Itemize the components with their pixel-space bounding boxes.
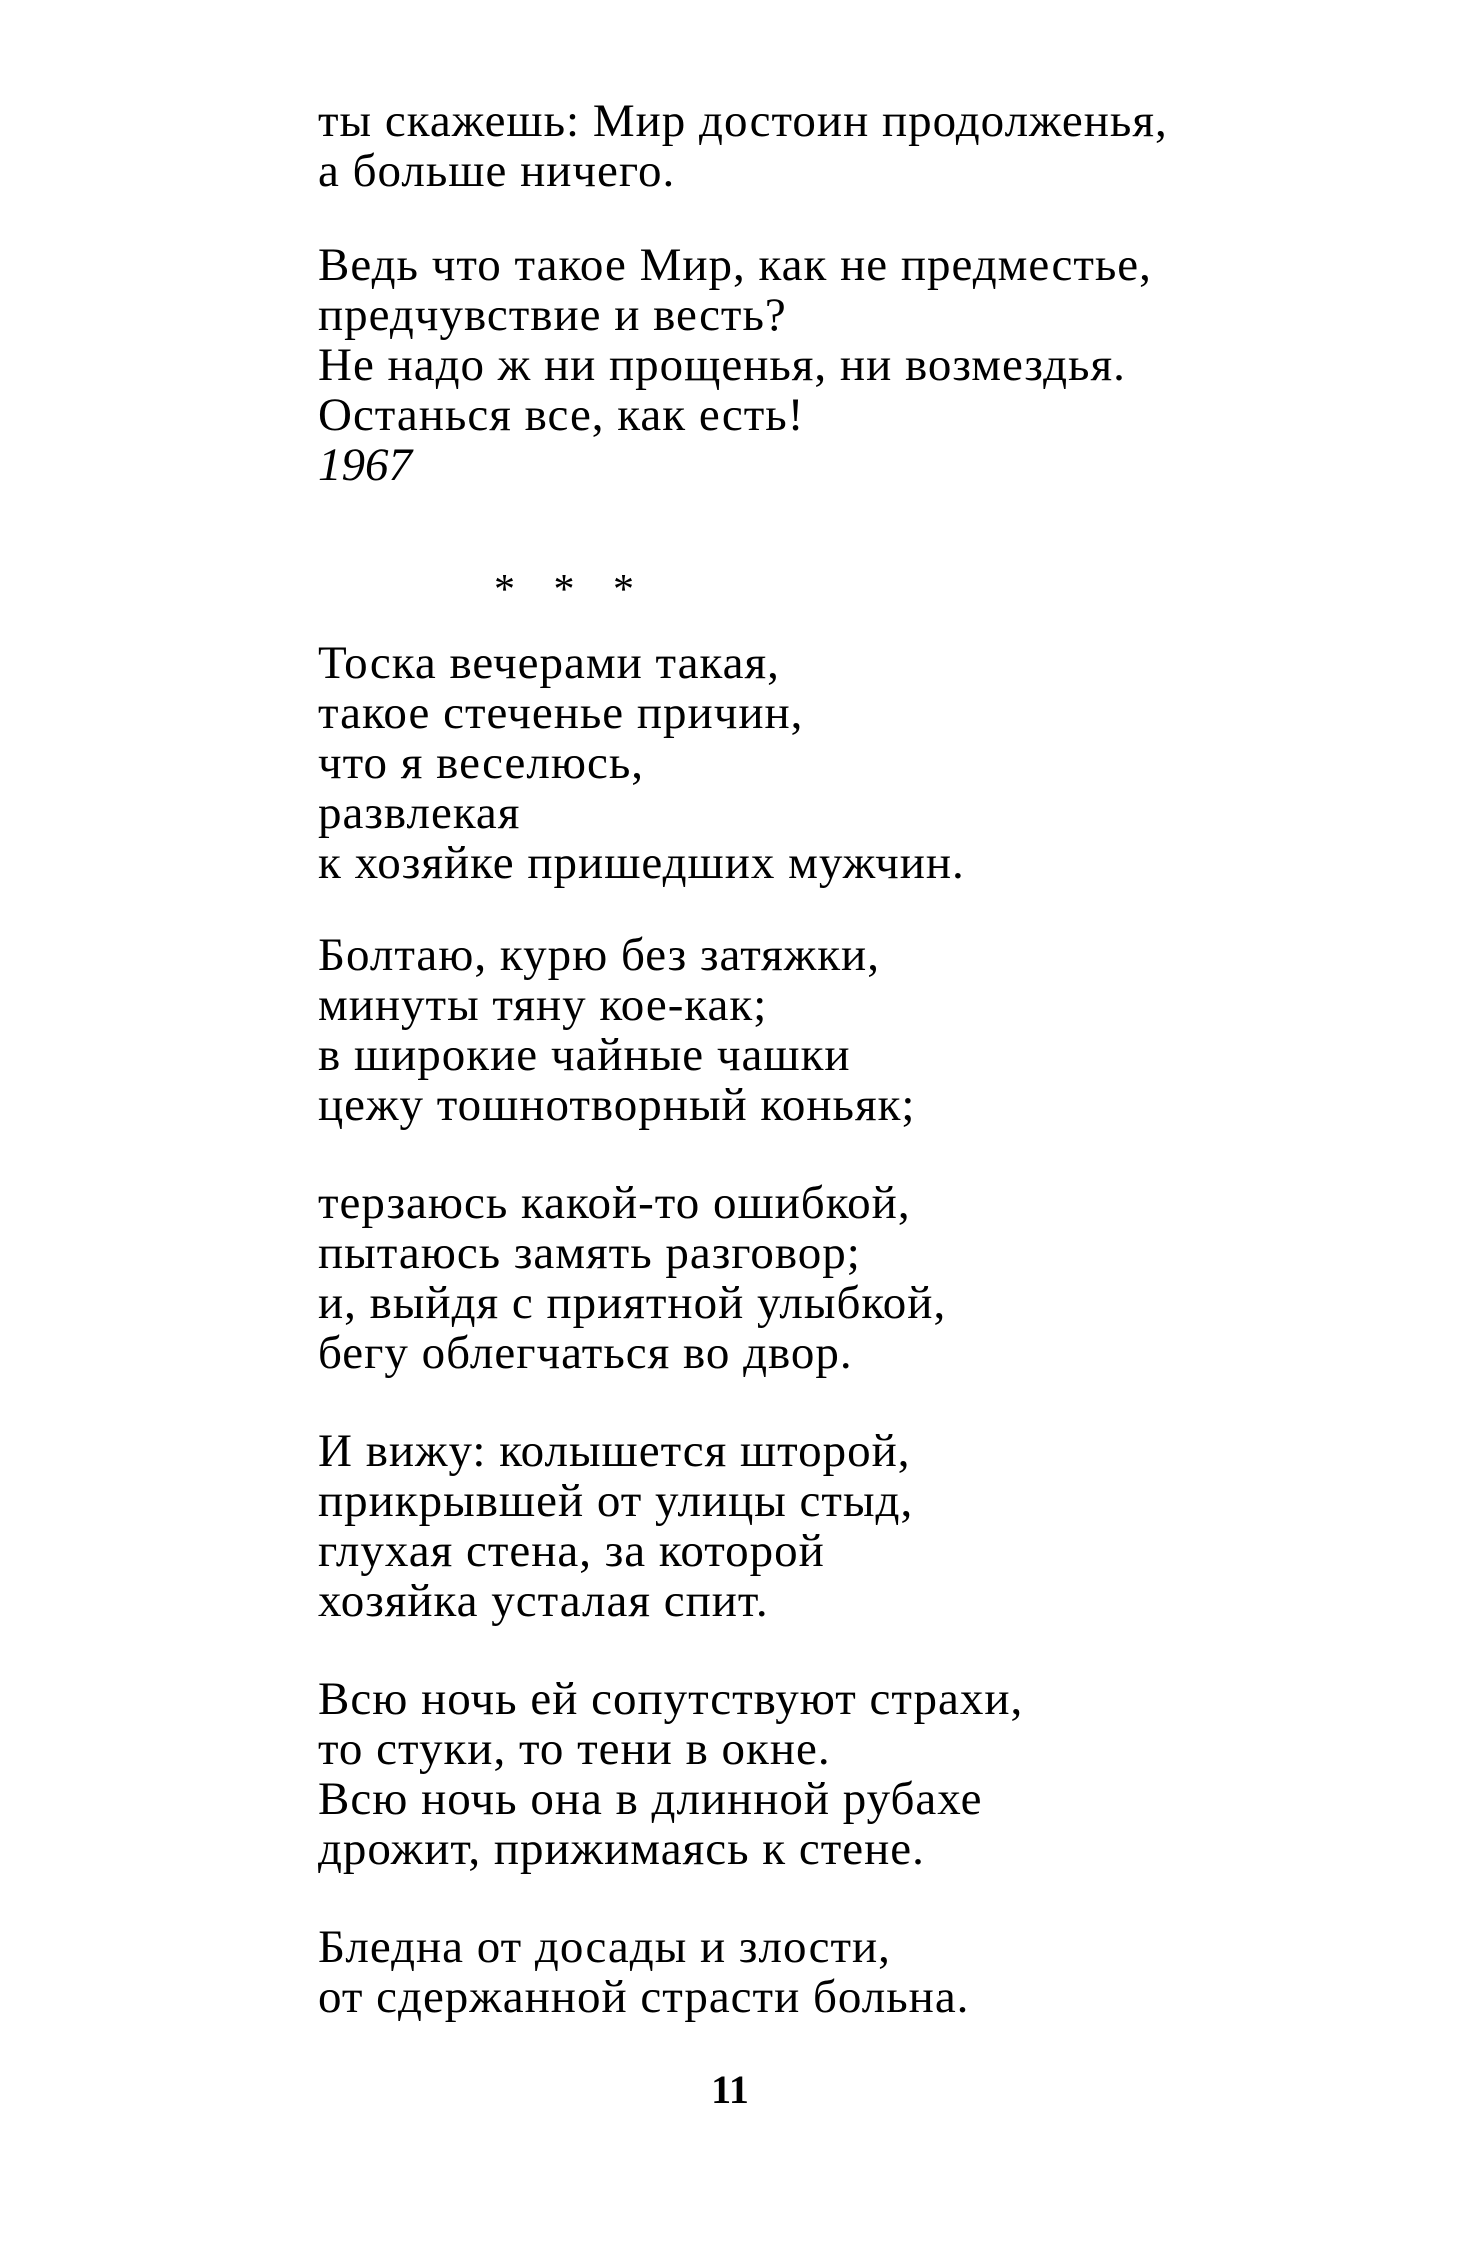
verse-line: цежу тошнотворный коньяк; (318, 1079, 916, 1131)
verse-line: такое стеченье причин, (318, 687, 804, 739)
poem-stanza-4 (318, 1426, 913, 1626)
verse-line: Ведь что такое Мир, как не предместье, (318, 239, 1152, 291)
verse-line: Останься все, как есть! (318, 389, 805, 441)
poem-stanza-6 (318, 1922, 969, 2022)
verse-line: пытаюсь замять разговор; (318, 1227, 861, 1279)
poem-ending-stanza-1 (318, 96, 1168, 196)
page-number: 11 (711, 2067, 749, 2112)
poem-ending-stanza-2 (318, 240, 1152, 490)
poem-stanza-2 (318, 930, 915, 1130)
verse-line: хозяйка усталая спит. (318, 1575, 769, 1627)
verse-line: терзаюсь какой-то ошибкой, (318, 1177, 911, 1229)
verse-line: глухая стена, за которой (318, 1525, 825, 1577)
poem-stanza-3 (318, 1178, 946, 1378)
verse-line: к хозяйке пришедших мужчин. (318, 837, 965, 889)
poem-stanza-1 (318, 638, 965, 888)
verse-line: от сдержанной страсти больна. (318, 1971, 970, 2023)
verse-line: в широкие чайные чашки (318, 1029, 851, 1081)
verse-line: бегу облегчаться во двор. (318, 1327, 853, 1379)
verse-line: прикрывшей от улицы стыд, (318, 1475, 914, 1527)
verse-line: минуты тяну кое-как; (318, 979, 768, 1031)
verse-line: а больше ничего. (318, 145, 676, 197)
verse-line: Тоска вечерами такая, (318, 637, 780, 689)
verse-line: И вижу: колышется шторой, (318, 1425, 911, 1477)
verse-line: ты скажешь: Мир достоин продолженья, (318, 95, 1168, 147)
verse-line: развлекая (318, 787, 521, 839)
verse-line: Болтаю, курю без затяжки, (318, 929, 880, 981)
verse-line: Всю ночь ей сопутствуют страхи, (318, 1673, 1024, 1725)
verse-line: Не надо ж ни прощенья, ни возмездья. (318, 339, 1126, 391)
verse-line: дрожит, прижимаясь к стене. (318, 1823, 925, 1875)
verse-line: и, выйдя с приятной улыбкой, (318, 1277, 947, 1329)
verse-line: предчувствие и весть? (318, 289, 787, 341)
verse-line: Всю ночь она в длинной рубахе (318, 1773, 983, 1825)
verse-line: Бледна от досады и злости, (318, 1921, 891, 1973)
poem-stanza-5 (318, 1674, 1023, 1874)
section-separator: * * * (494, 567, 648, 613)
verse-line: что я веселюсь, (318, 737, 645, 789)
verse-line: то стуки, то тени в окне. (318, 1723, 831, 1775)
poem-date: 1967 (318, 439, 412, 491)
